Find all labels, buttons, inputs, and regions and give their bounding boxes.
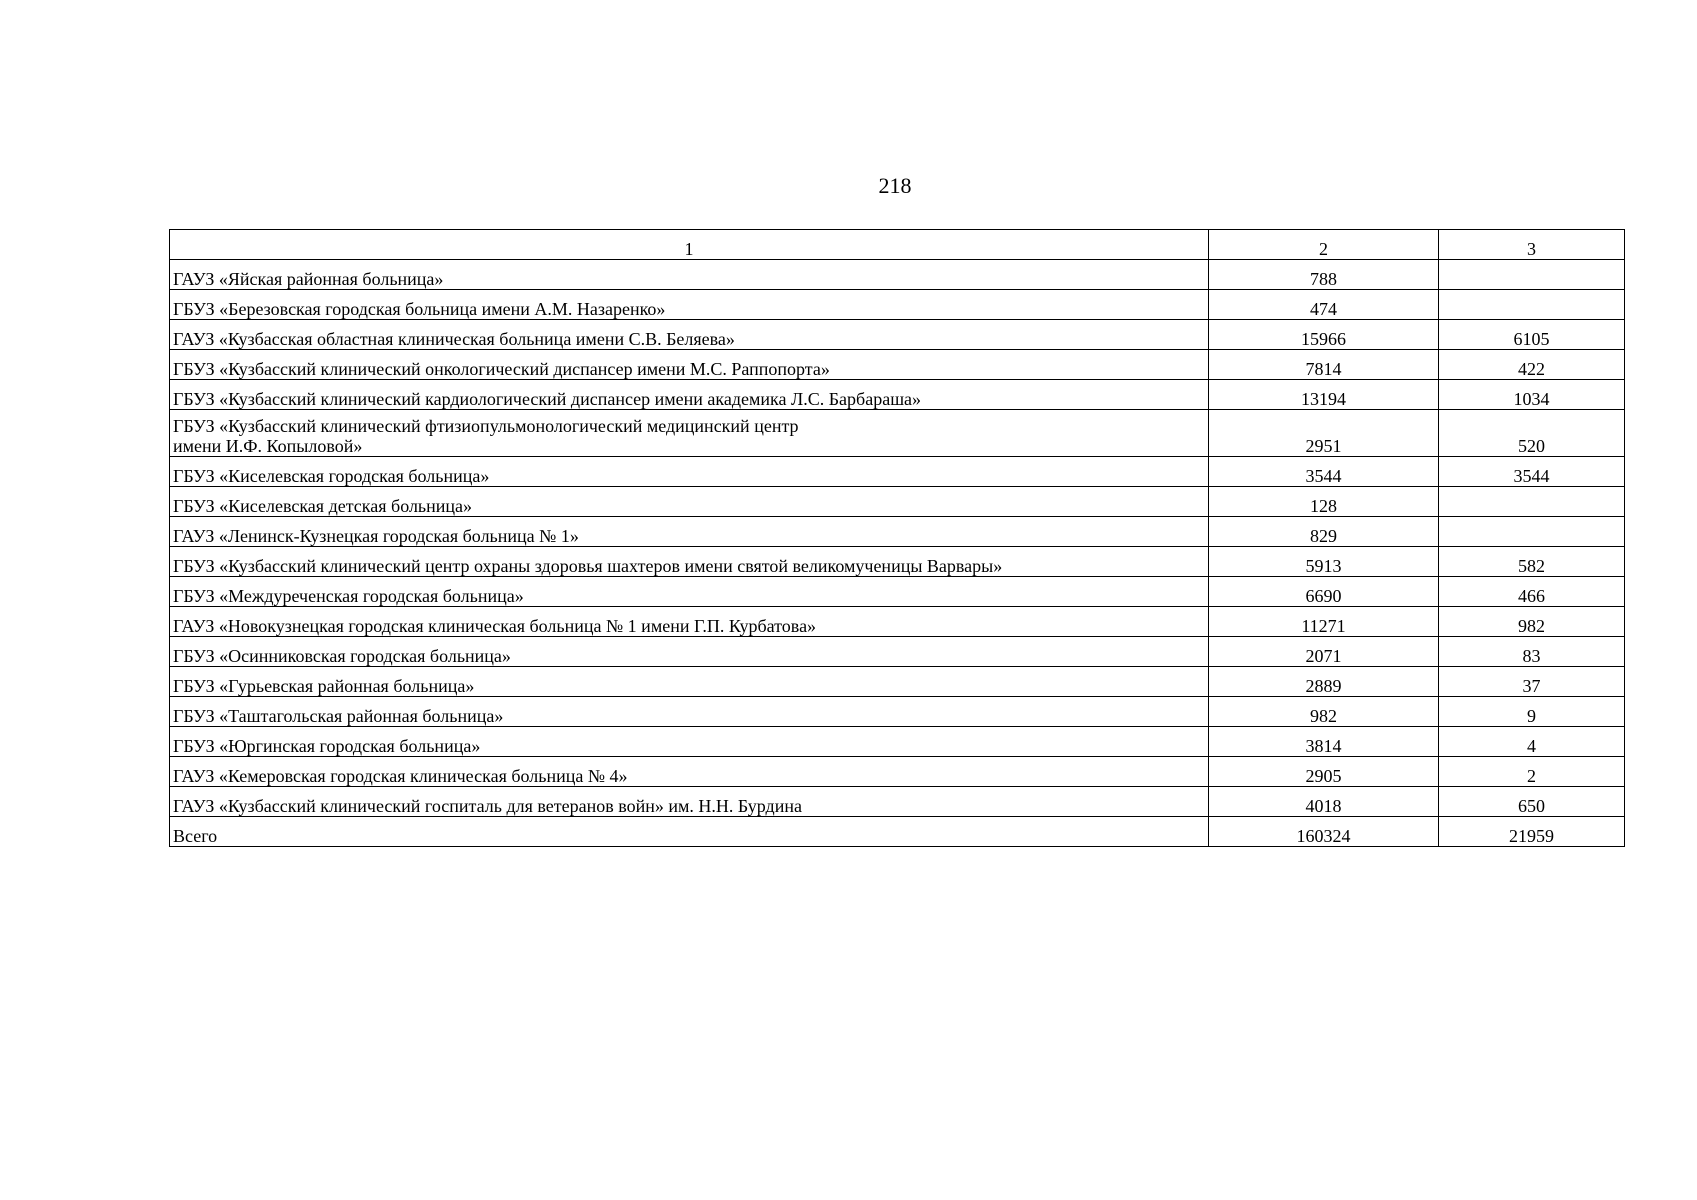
row-value-3: 9	[1439, 697, 1625, 727]
row-value-3: 982	[1439, 607, 1625, 637]
column-header-3: 3	[1439, 230, 1625, 260]
row-value-2: 11271	[1209, 607, 1439, 637]
total-value-3: 21959	[1439, 817, 1625, 847]
row-name: ГАУЗ «Ленинск-Кузнецкая городская больница № 1»	[170, 517, 1209, 547]
row-value-3: 6105	[1439, 320, 1625, 350]
row-name: ГБУЗ «Осинниковская городская больница»	[170, 637, 1209, 667]
row-name: ГБУЗ «Кузбасский клинический центр охраны здоровья шахтеров имени святой великомученицы Варвары»	[170, 547, 1209, 577]
row-value-3: 37	[1439, 667, 1625, 697]
table-row	[170, 787, 1625, 817]
column-header-2: 2	[1209, 230, 1439, 260]
row-value-3: 582	[1439, 547, 1625, 577]
table-row	[170, 457, 1625, 487]
total-label: Всего	[170, 817, 1209, 847]
table-row	[170, 410, 1625, 457]
row-value-3: 650	[1439, 787, 1625, 817]
row-value-3: 466	[1439, 577, 1625, 607]
table-row	[170, 320, 1625, 350]
row-value-2: 982	[1209, 697, 1439, 727]
row-value-2: 474	[1209, 290, 1439, 320]
row-name: ГБУЗ «Березовская городская больница имени А.М. Назаренко»	[170, 290, 1209, 320]
table-row	[170, 757, 1625, 787]
table-row	[170, 547, 1625, 577]
row-value-3: 83	[1439, 637, 1625, 667]
table-total-row	[170, 817, 1625, 847]
row-value-2: 3544	[1209, 457, 1439, 487]
total-value-2: 160324	[1209, 817, 1439, 847]
row-name-line-1: ГБУЗ «Кузбасский клинический фтизиопульмонологический медицинский центр	[173, 416, 799, 436]
row-name: ГБУЗ «Киселевская городская больница»	[170, 457, 1209, 487]
row-value-2: 128	[1209, 487, 1439, 517]
row-value-2: 13194	[1209, 380, 1439, 410]
page-number: 218	[878, 173, 912, 198]
row-value-2: 4018	[1209, 787, 1439, 817]
row-value-2: 15966	[1209, 320, 1439, 350]
row-name: ГБУЗ «Таштагольская районная больница»	[170, 697, 1209, 727]
table-row	[170, 727, 1625, 757]
table-row	[170, 380, 1625, 410]
row-name: ГБУЗ «Киселевская детская больница»	[170, 487, 1209, 517]
table-row	[170, 290, 1625, 320]
row-value-2: 6690	[1209, 577, 1439, 607]
row-name: ГАУЗ «Кузбасский клинический госпиталь для ветеранов войн» им. Н.Н. Бурдина	[170, 787, 1209, 817]
row-value-3: 2	[1439, 757, 1625, 787]
row-name: ГАУЗ «Кемеровская городская клиническая больница № 4»	[170, 757, 1209, 787]
row-name: ГБУЗ «Гурьевская районная больница»	[170, 667, 1209, 697]
row-value-3: 3544	[1439, 457, 1625, 487]
row-name: ГБУЗ «Кузбасский клинический онкологический диспансер имени М.С. Раппопорта»	[170, 350, 1209, 380]
row-value-3	[1439, 290, 1625, 320]
row-value-3: 1034	[1439, 380, 1625, 410]
row-value-2: 788	[1209, 260, 1439, 290]
data-table	[169, 229, 1625, 847]
row-value-2: 7814	[1209, 350, 1439, 380]
table-row	[170, 607, 1625, 637]
table-row	[170, 577, 1625, 607]
row-name	[170, 410, 1209, 457]
row-name: ГБУЗ «Юргинская городская больница»	[170, 727, 1209, 757]
table-header-row	[170, 230, 1625, 260]
row-value-3: 422	[1439, 350, 1625, 380]
row-name: ГАУЗ «Новокузнецкая городская клиническая больница № 1 имени Г.П. Курбатова»	[170, 607, 1209, 637]
row-value-3: 520	[1439, 410, 1625, 457]
table-row	[170, 667, 1625, 697]
row-value-3	[1439, 517, 1625, 547]
row-value-3	[1439, 260, 1625, 290]
row-value-2: 5913	[1209, 547, 1439, 577]
row-value-3: 4	[1439, 727, 1625, 757]
column-header-1: 1	[170, 230, 1209, 260]
row-value-2: 2889	[1209, 667, 1439, 697]
table-row	[170, 260, 1625, 290]
row-value-3	[1439, 487, 1625, 517]
table-row	[170, 350, 1625, 380]
row-name-line-2: имени И.Ф. Копыловой»	[173, 436, 363, 456]
row-name: ГБУЗ «Междуреченская городская больница»	[170, 577, 1209, 607]
row-name: ГАУЗ «Яйская районная больница»	[170, 260, 1209, 290]
row-value-2: 2905	[1209, 757, 1439, 787]
row-name: ГБУЗ «Кузбасский клинический кардиологический диспансер имени академика Л.С. Барбараша»	[170, 380, 1209, 410]
row-name: ГАУЗ «Кузбасская областная клиническая больница имени С.В. Беляева»	[170, 320, 1209, 350]
table-row	[170, 487, 1625, 517]
table-row	[170, 697, 1625, 727]
row-value-2: 3814	[1209, 727, 1439, 757]
row-value-2: 2071	[1209, 637, 1439, 667]
row-value-2: 2951	[1209, 410, 1439, 457]
table-row	[170, 637, 1625, 667]
table-row	[170, 517, 1625, 547]
row-value-2: 829	[1209, 517, 1439, 547]
